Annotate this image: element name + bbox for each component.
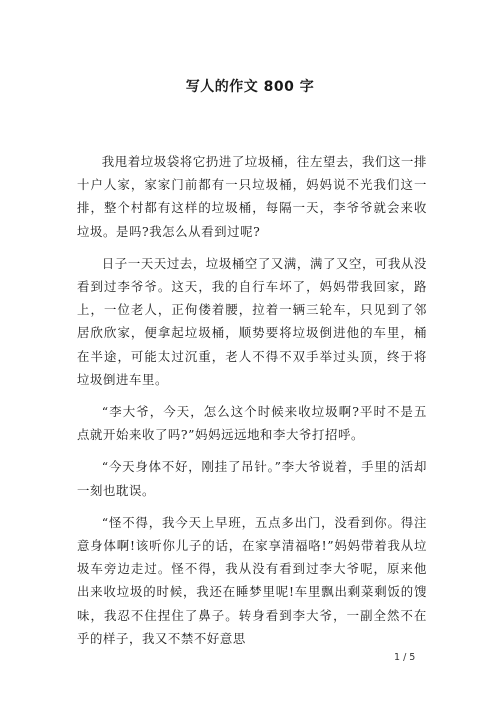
paragraph: 我甩着垃圾袋将它扔进了垃圾桶，往左望去，我们这一排十户人家，家家门前都有一只垃圾桶，妈妈说不光我们这一排，整个村都有这样的垃圾桶，每隔一天，李爷爷就会来收垃圾。是吗?我怎么从看到过呢? [77, 154, 427, 239]
paragraph: 日子一天天过去，垃圾桶空了又满，满了又空，可我从没看到过李爷爷。这天，我的自行车坏了，妈妈带我回家，路上，一位老人，正佝偻着腰，拉着一辆三轮车，只见到了邻居欣欣家，便拿起垃圾桶，顺势要将垃圾倒进他的车里，桶在半途，可能太过沉重，老人不得不双手举过头顶，终于将垃圾倒进车里。 [77, 255, 427, 387]
document-title: 写人的作文 800 字 [185, 79, 315, 95]
page-number: 1 / 5 [394, 652, 416, 663]
paragraph: “怪不得，我今天上早班，五点多出门，没看到你。得注意身体啊!该听你儿子的话，在家享清福咯!”妈妈带着我从垃圾车旁边走过。怪不得，我从没有看到过李大爷呢，原来他出来收垃圾的时候，我还在睡梦里呢!车里飘出剩菜剩饭的馊味，我忍不住捏住了鼻子。转身看到李大爷，一副全然不在乎的样子，我又不禁不好意思 [77, 514, 427, 646]
document-body [77, 150, 427, 659]
paragraph: “李大爷，今天，怎么这个时候来收垃圾啊?平时不是五点就开始来收了吗?”妈妈远远地和李大爷打招呼。 [77, 404, 427, 443]
paragraph: “今天身体不好，刚挂了吊针。”李大爷说着，手里的活却一刻也耽误。 [77, 459, 427, 498]
